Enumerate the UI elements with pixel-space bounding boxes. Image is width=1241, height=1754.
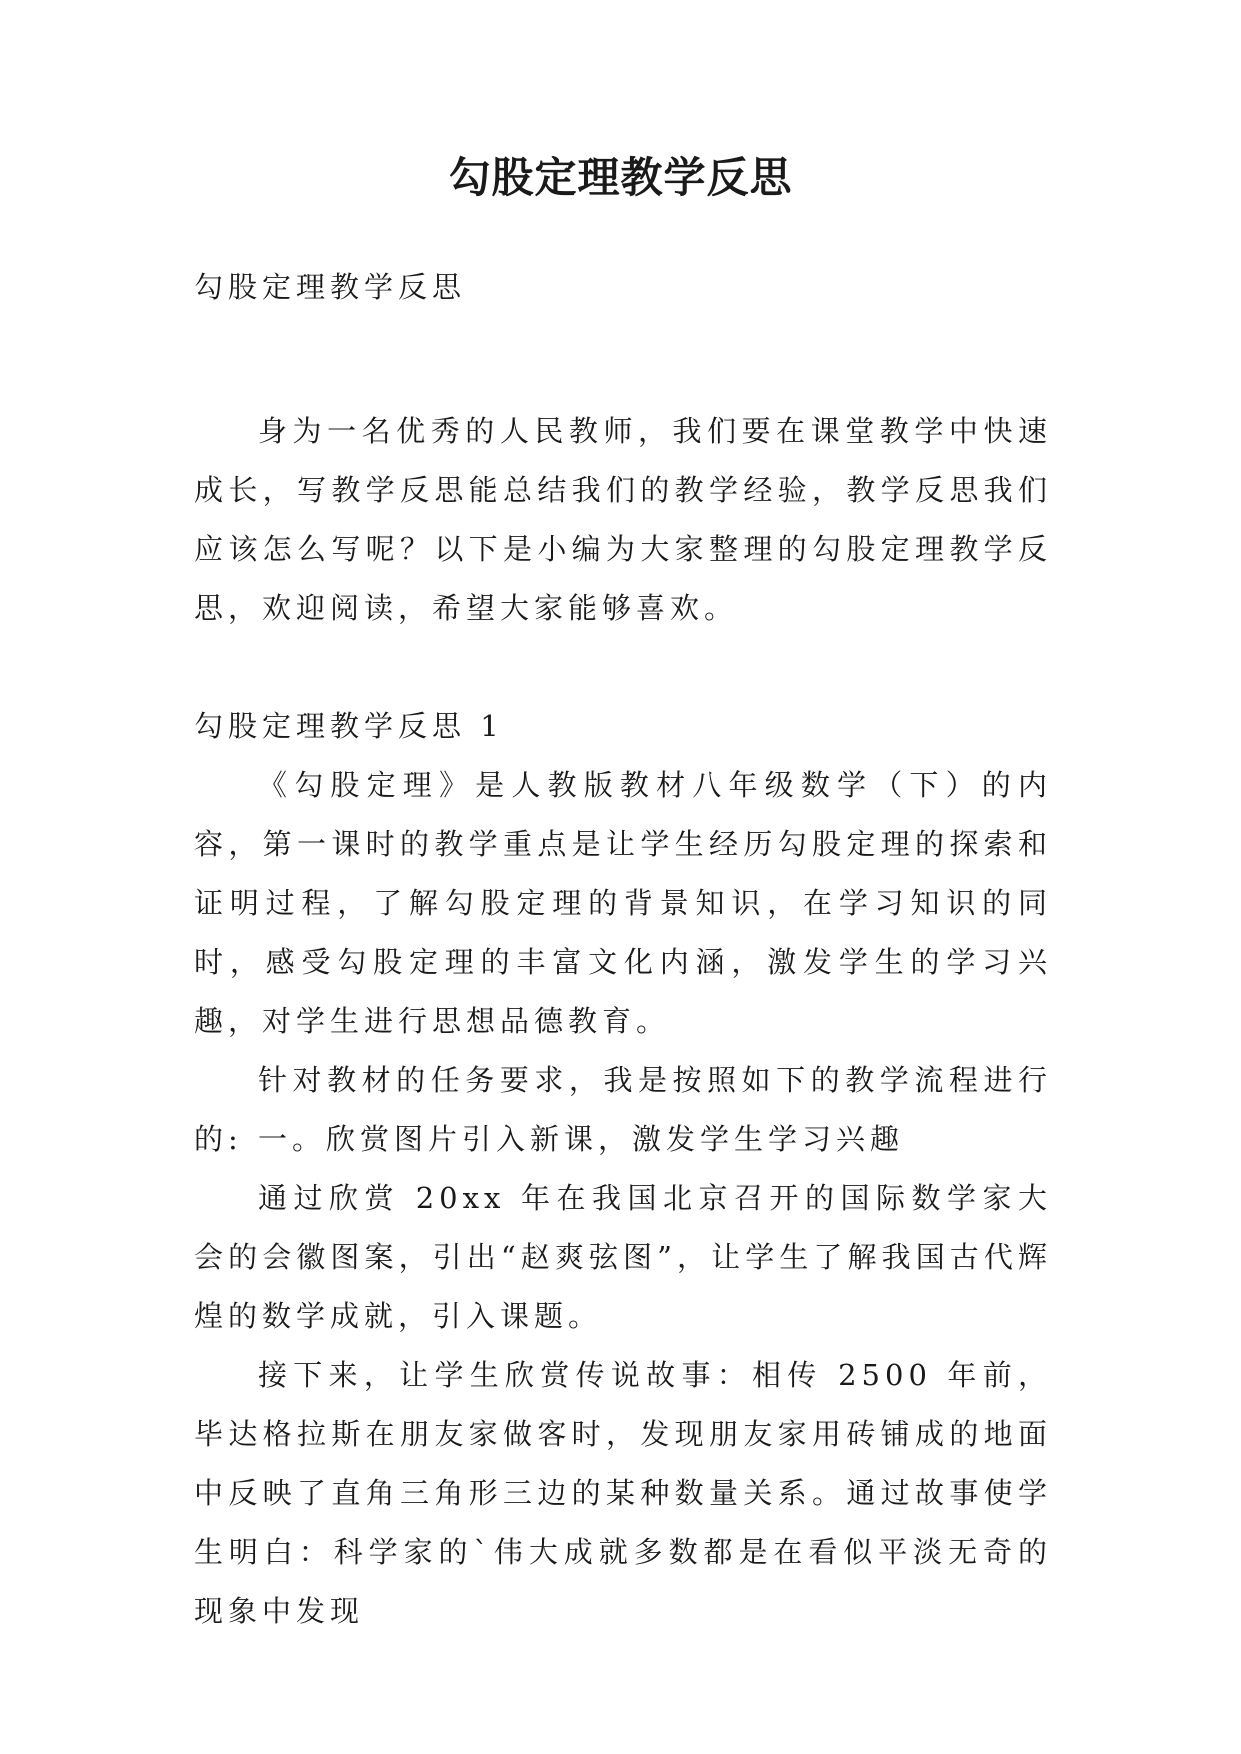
section-heading: 勾股定理教学反思 1	[194, 709, 504, 743]
body-paragraph: 接下来，让学生欣赏传说故事：相传 2500 年前，毕达格拉斯在朋友家做客时，发现朋友家用砖铺成的地面中反映了直角三角形三边的某种数量关系。通过故事使学生明白：科学家的`伟大成就多数都是在看似平淡无奇的现象中发现	[194, 1358, 1052, 1628]
document-subtitle: 勾股定理教学反思	[194, 270, 467, 304]
document-title: 勾股定理教学反思	[448, 153, 793, 202]
body-paragraph: 通过欣赏 20xx 年在我国北京召开的国际数学家大会的会徽图案，引出“赵爽弦图”，让学生了解我国古代辉煌的数学成就，引入课题。	[194, 1181, 1052, 1333]
body-paragraph: 一。欣赏图片引入新课，激发学生学习兴趣	[258, 1122, 905, 1156]
intro-paragraph: 身为一名优秀的人民教师，我们要在课堂教学中快速成长，写教学反思能总结我们的教学经验，教学反思我们应该怎么写呢？以下是小编为大家整理的勾股定理教学反思，欢迎阅读，希望大家能够喜欢。	[194, 414, 1052, 625]
body-paragraph: 《勾股定理》是人教版教材八年级数学（下）的内容，第一课时的教学重点是让学生经历勾股定理的探索和证明过程，了解勾股定理的背景知识，在学习知识的同时，感受勾股定理的丰富文化内涵，激发学生的学习兴趣，对学生进行思想品德教育。	[194, 768, 1052, 1038]
body-paragraph: 针对教材的任务要求，我是按照如下的教学流程进行的:	[194, 1063, 1052, 1156]
